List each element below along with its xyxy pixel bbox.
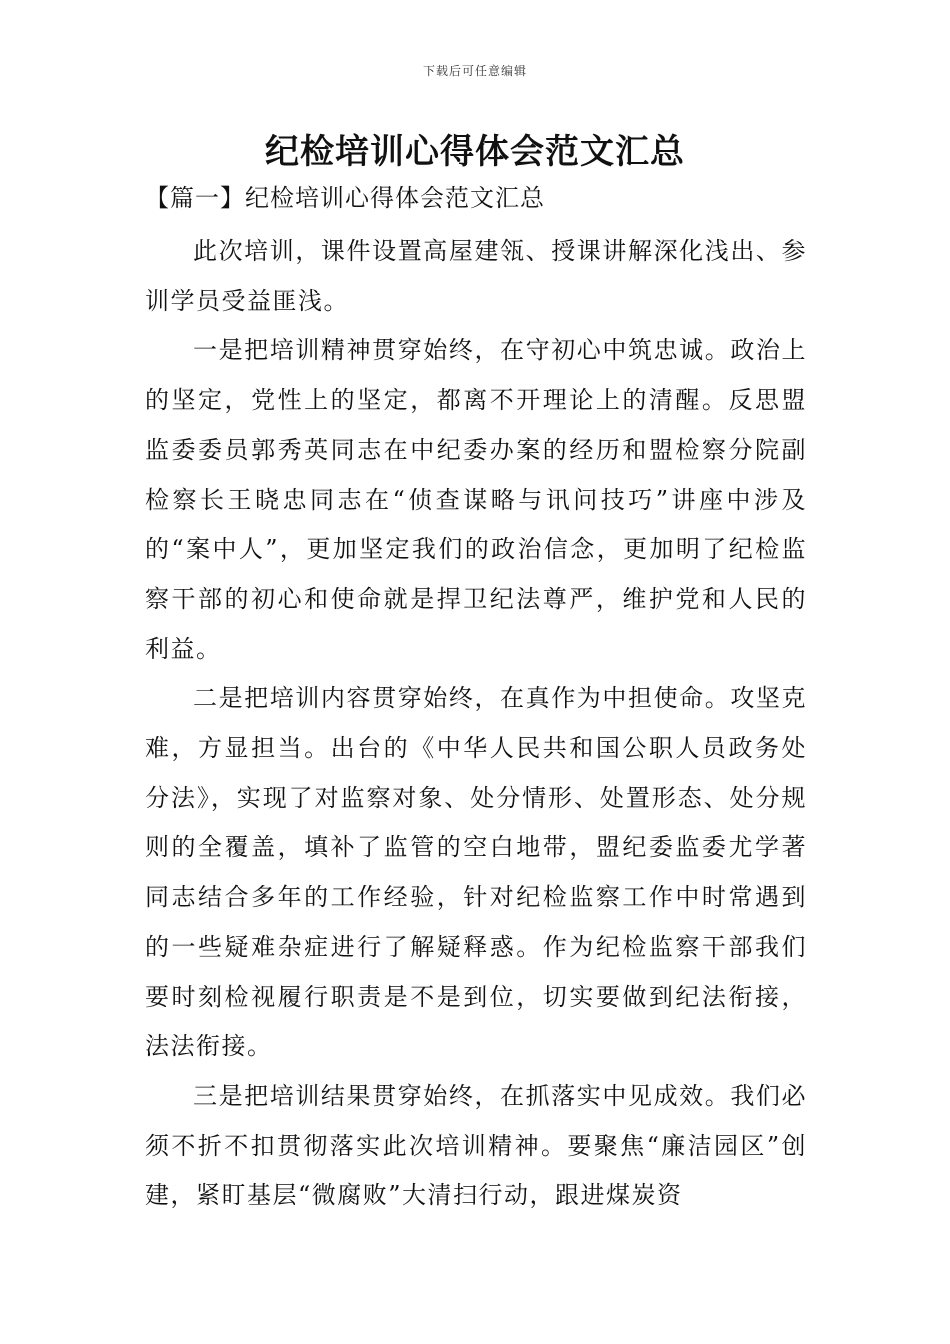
paragraph-point-one: 一是把培训精神贯穿始终，在守初心中筑忠诚。政治上的坚定，党性上的坚定，都离不开理论上的清醒。反思盟监委委员郭秀英同志在中纪委办案的经历和盟检察分院副检察长王晓忠同志在“侦查谋略与讯问技巧”讲座中涉及的“案中人”，更加坚定我们的政治信念，更加明了纪检监察干部的初心和使命就是捍卫纪法尊严，维护党和人民的利益。: [145, 336, 807, 663]
header-note: 下载后可任意编辑: [422, 64, 527, 78]
paragraph-point-three: 三是把培训结果贯穿始终，在抓落实中见成效。我们必须不折不扣贯彻落实此次培训精神。要聚焦“廉洁园区”创建，紧盯基层“微腐败”大清扫行动，跟进煤炭资: [145, 1081, 807, 1210]
paragraph-intro: 此次培训，课件设置高屋建瓴、授课讲解深化浅出、参训学员受益匪浅。: [145, 237, 807, 315]
document-title: 纪检培训心得体会范文汇总: [265, 132, 685, 172]
body-text: [145, 227, 807, 1221]
section-heading: 【篇一】纪检培训心得体会范文汇总: [145, 184, 545, 212]
paragraph-point-two: 二是把培训内容贯穿始终，在真作为中担使命。攻坚克难，方显担当。出台的《中华人民共和国公职人员政务处分法》，实现了对监察对象、处分情形、处置形态、处分规则的全覆盖，填补了监管的空白地带，盟纪委监委尤学著同志结合多年的工作经验，针对纪检监察工作中时常遇到的一些疑难杂症进行了解疑释惑。作为纪检监察干部我们要时刻检视履行职责是不是到位，切实要做到纪法衔接，法法衔接。: [145, 684, 807, 1061]
